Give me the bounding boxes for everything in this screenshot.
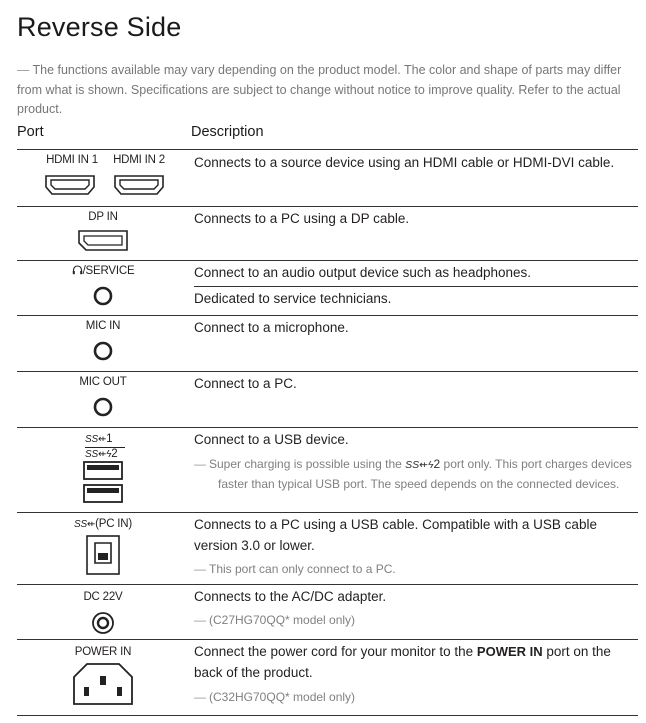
description-column-header: Description (191, 124, 264, 140)
table-row-dp (17, 207, 638, 261)
description-mic-in: Connect to a microphone. (194, 320, 349, 335)
note-dash-icon: — (17, 63, 30, 77)
port-label-hdmi-2: HDMI IN 2 (113, 154, 165, 166)
description-dp: Connects to a PC using a DP cable. (194, 211, 410, 226)
port-column-header: Port (17, 124, 44, 140)
usb-port-1-number: 1 (106, 433, 113, 445)
usb-note-port: 2 (433, 457, 441, 471)
usb-pc-in-text: (PC IN) (95, 518, 133, 530)
power-in-text-2: port on the back of the product. (194, 644, 611, 680)
description-mic-out: Connect to a PC. (194, 376, 297, 391)
usb-note-text-2: port only. This port charges devices faster than typical USB port. The speed depends on the connected devices. (218, 457, 632, 491)
power-in-text-1: Connect the power cord for your monitor to the (194, 644, 477, 659)
sub-divider (194, 286, 638, 287)
note-dash-icon: — (194, 613, 206, 627)
port-label-dp: DP IN (88, 211, 118, 223)
usb-pc-in-note (194, 560, 638, 579)
port-label-usb-pc-in (17, 518, 189, 530)
usb-port-2-number: 2 (111, 448, 118, 460)
description-usb-pc-in: Connects to a PC using a USB cable. Compatible with a USB cable version 3.0 or lower. (194, 517, 597, 553)
port-label-hdmi-1: HDMI IN 1 (46, 154, 98, 166)
table-row-usb-pc-in (17, 513, 638, 584)
port-label-headphone (17, 265, 189, 277)
usb-a-port-icon (83, 461, 123, 480)
description-service: Dedicated to service technicians. (194, 291, 392, 306)
port-label-usb (85, 433, 125, 461)
port-label-power-in: POWER IN (74, 646, 132, 658)
power-in-bold: POWER IN (476, 644, 543, 659)
dc-note (194, 611, 638, 630)
usb-note: — Super charging is possible using the SS⇷ϟ2 port only. This port charges devices faster than typical USB port. The speed depends on the connected devices. (194, 457, 632, 491)
usb-port-1-label (85, 433, 125, 448)
hdmi-port-icon (45, 175, 95, 195)
intro-note (17, 61, 629, 120)
power-in-note-text: (C32HG70QQ* model only) (209, 690, 356, 704)
table-row-mic-in (17, 316, 638, 371)
table-row-mic-out (17, 372, 638, 427)
mic-out-jack-icon (93, 397, 113, 417)
table-row-dc (17, 585, 638, 639)
ss-usb-charge-icon: SS⇷ϟ (405, 459, 434, 471)
usb-note-text-1: Super charging is possible using the (209, 457, 406, 471)
port-label-dc: DC 22V (83, 591, 123, 603)
mic-in-jack-icon (93, 341, 113, 361)
usb-a-port-icon (83, 484, 123, 503)
audio-jack-icon (93, 286, 113, 306)
ss-usb-charge-icon: SS⇷ϟ (85, 449, 112, 460)
power-in-note (194, 688, 638, 707)
hdmi-port-icon (114, 175, 164, 195)
usb-b-port-icon (86, 535, 120, 575)
table-row-hdmi (17, 150, 638, 206)
dc-power-jack-icon (91, 611, 115, 635)
table-row-power-in (17, 640, 638, 714)
ss-usb-icon: SS⇷ (73, 519, 96, 530)
description-dc: Connects to the AC/DC adapter. (194, 589, 387, 604)
ss-usb-icon: SS⇷ (85, 434, 107, 445)
note-dash-icon: — (194, 562, 206, 576)
port-label-mic-in: MIC IN (85, 320, 121, 332)
description-hdmi: Connects to a source device using an HDMI cable or HDMI-DVI cable. (194, 155, 615, 170)
headphone-icon (72, 265, 83, 275)
description-usb: Connect to a USB device. (194, 432, 349, 447)
usb-port-2-label (85, 448, 125, 461)
table-row-headphone-service (17, 261, 638, 315)
intro-note-text: The functions available may vary depending on the product model. The color and shape of parts may differ from what is shown. Specifications are subject to change without notice to improve quality. Refer to the actual product. (17, 63, 622, 116)
dc-note-text: (C27HG70QQ* model only) (209, 613, 356, 627)
ac-power-inlet-icon (73, 663, 133, 705)
description-headphone: Connect to an audio output device such as headphones. (194, 265, 531, 280)
port-label-mic-out: MIC OUT (79, 376, 127, 388)
port-label-service: /SERVICE (82, 265, 135, 277)
table-bottom-border (17, 715, 638, 716)
page-title: Reverse Side (17, 12, 182, 42)
usb-pc-in-note-text: This port can only connect to a PC. (209, 562, 396, 576)
description-power-in (194, 641, 638, 683)
note-dash-icon: — (194, 690, 206, 704)
displayport-icon (78, 230, 128, 251)
table-row-usb-downstream (17, 428, 638, 512)
